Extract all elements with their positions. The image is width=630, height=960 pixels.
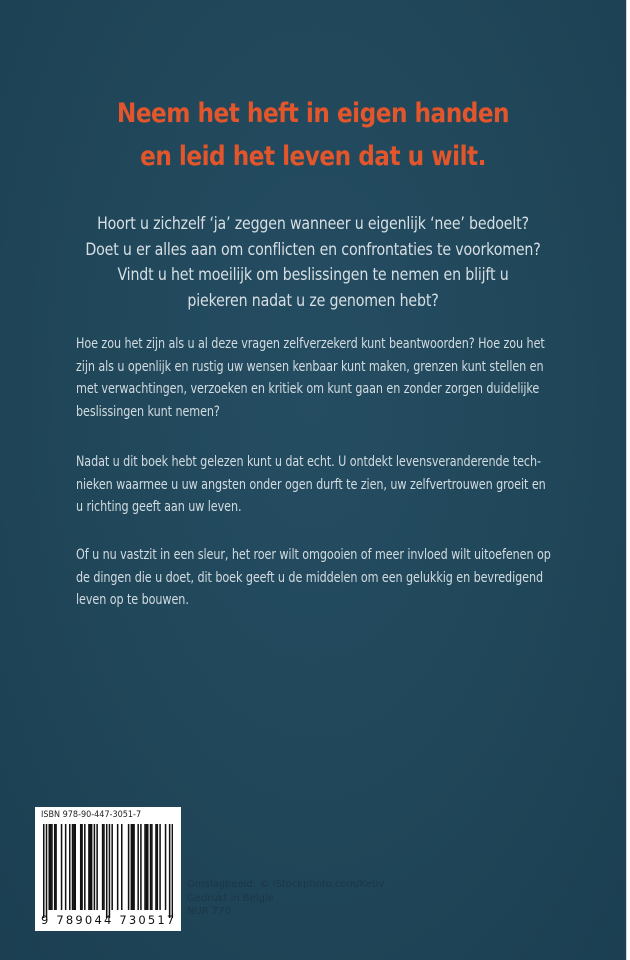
question-line: Doet u er alles aan om conflicten en confrontaties te voorkomen? [85,239,541,259]
isbn-label: ISBN 978-90-447-3051-7 [41,810,142,820]
barcode-bar [146,824,148,910]
body-paragraph-3 [76,544,572,612]
barcode-bar [43,824,45,918]
barcode-bar [102,824,104,910]
barcode-bar [117,824,119,910]
paragraph-line: zijn als u openlijk en rustig uw wensen kenbaar kunt maken, grenzen kunt stellen en [76,358,544,375]
barcode-bar [155,824,157,910]
barcode-bar [150,824,152,910]
barcode-bar [46,824,48,918]
barcode-bar [69,824,71,910]
barcode-bar [169,824,171,918]
barcode-bar [147,824,149,910]
printed-in-line: Gedrukt in België [187,892,274,904]
barcode-bar [65,824,67,910]
paragraph-line: nieken waarmee u uw angsten onder ogen durft te zien, uw zelfvertrouwen groeit en [76,476,546,493]
question-line: piekeren nadat u ze genomen hebt? [187,290,439,310]
barcode-bar [159,824,161,910]
paragraph-line: Hoe zou het zijn als u al deze vragen zelfverzekerd kunt beantwoorden? Hoe zou het [76,336,545,352]
headline-line-1: Neem het heft in eigen handen [116,98,510,129]
barcode-bar [96,824,98,910]
question-line: Hoort u zichzelf ‘ja’ zeggen wanneer u eigenlijk ‘nee’ bedoelt? [97,214,529,233]
credits-block [187,878,384,919]
barcode-bar [165,824,167,910]
barcode-bar [133,824,135,910]
body-paragraph-2 [76,451,572,519]
nur-code: NUR 770 [187,906,232,917]
paragraph-line: leven op te bouwen. [76,592,189,608]
barcode-digits: 9 789044 730517 [41,913,177,927]
barcode-bar [74,824,76,910]
barcode-bar [140,824,142,910]
headline-line-2: en leid het leven dat u wilt. [140,141,486,172]
barcode-bar [131,824,133,910]
barcode-bar [172,824,173,918]
barcode-bar [137,824,139,910]
barcode-bar [80,824,82,910]
paragraph-line: de dingen die u doet, dit boek geeft u de middelen om een gelukkig en bevredigend [76,569,544,586]
barcode-bar [132,824,134,910]
barcode-bar [81,824,83,910]
paragraph-line: Nadat u dit boek hebt gelezen kunt u dat echt. U ontdekt levensveranderende tech- [76,454,541,470]
paragraph-line: Of u nu vastzit in een sleur, het roer wilt omgooien of meer invloed wilt uitoefenen op [76,547,551,563]
barcode-bar [50,824,52,910]
barcode-bar [111,824,113,910]
barcode-panel [35,807,181,931]
paragraph-line: beslissingen kunt nemen? [76,403,220,420]
barcode-bar [157,824,159,910]
paragraph-line: u richting geeft aan uw leven. [76,499,242,515]
barcode-graphic [43,824,173,918]
barcode-bar [51,824,53,910]
barcode-bar [103,824,105,910]
question-line: Vindt u het moeilijk om beslissingen te nemen en blijft u [117,265,509,284]
barcode-bar [88,824,90,910]
barcode-bar [84,824,86,910]
barcode-bar [90,824,92,910]
barcode-bar [54,824,56,910]
questions-block [0,211,626,313]
barcode-bar [73,824,75,910]
barcode-bar [121,824,123,910]
barcode-bar [109,824,111,918]
barcode-bar [151,824,153,910]
cover-photo-credit: Omslagbeeld: © iStockphoto.com/Ketiv [187,879,385,890]
barcode-bar [72,824,74,910]
barcode-bar [55,824,57,910]
barcode-bar [48,824,50,910]
body-paragraph-1 [76,333,572,423]
barcode-bar [94,824,96,910]
barcode-bar [61,824,63,910]
barcode-bar [91,824,93,910]
paragraph-line: met verwachtingen, verzoeken en kritiek om kunt gaan en zonder zorgen duidelijke [76,381,540,397]
barcode-bar [144,824,146,910]
barcode-bar [128,824,130,910]
barcode-bar [106,824,108,918]
